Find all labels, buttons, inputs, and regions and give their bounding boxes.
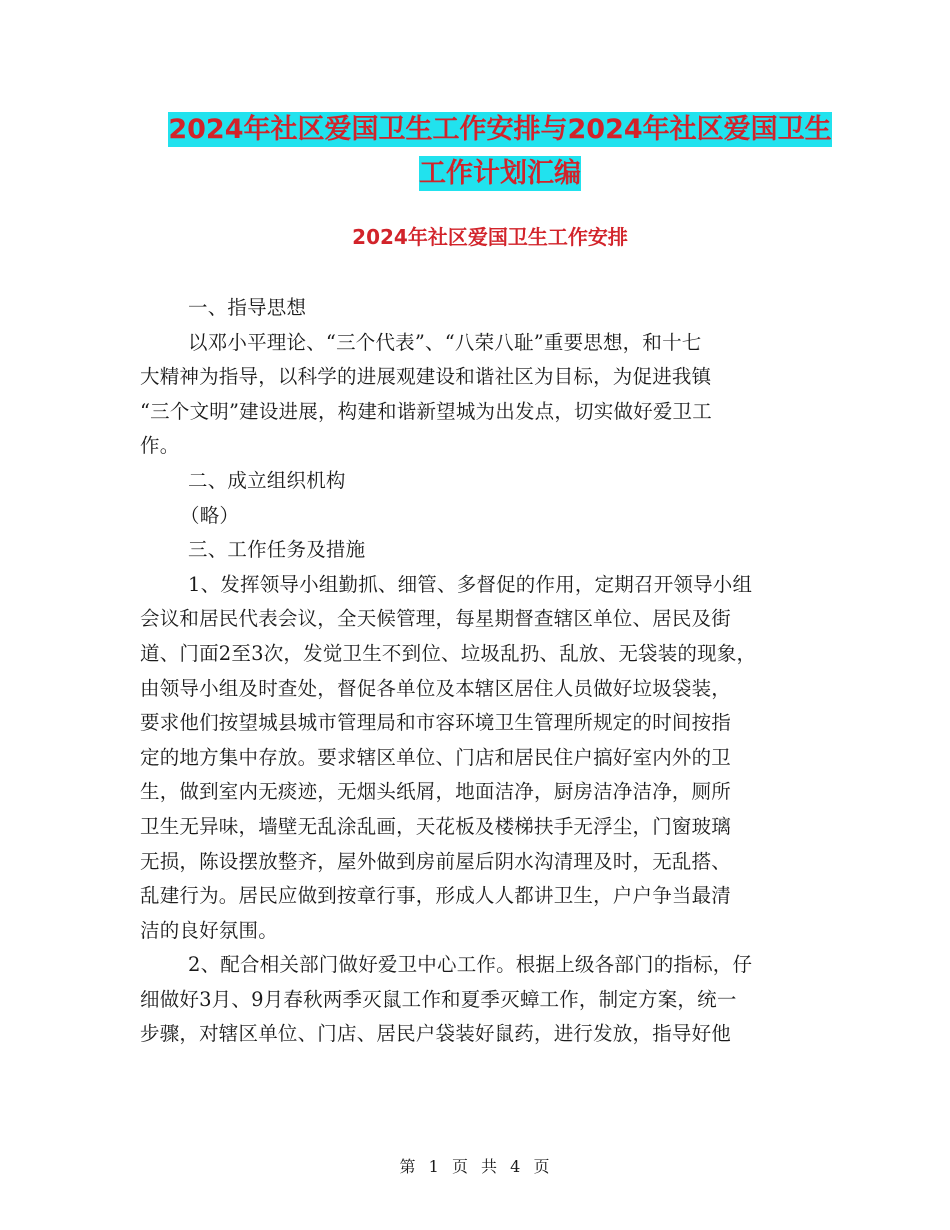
document-title-line2: 工作计划汇编 <box>419 158 581 189</box>
paragraph-line: 作。 <box>140 434 180 458</box>
paragraph-line: 步骤，对辖区单位、门店、居民户袋装好鼠药，进行发放，指导好他 <box>140 1022 732 1046</box>
paragraph-line: 大精神为指导，以科学的进展观建设和谐社区为目标，为促进我镇 <box>140 365 712 389</box>
paragraph-line: 道、门面2至3次，发觉卫生不到位、垃圾乱扔、乱放、无袋装的现象， <box>140 641 757 665</box>
heading-guiding-ideology: 一、指导思想 <box>188 296 307 319</box>
paragraph-line: 细做好3月、9月春秋两季灭鼠工作和夏季灭蟑工作，制定方案，统一 <box>140 987 737 1011</box>
paragraph-line: 由领导小组及时查处，督促各单位及本辖区居住人员做好垃圾袋装， <box>140 676 732 700</box>
heading-organization: 二、成立组织机构 <box>188 468 346 492</box>
page-footer <box>0 1154 950 1177</box>
paragraph-line: “三个文明”建设进展，构建和谐新望城为出发点，切实做好爱卫工 <box>140 399 712 423</box>
paragraph-line: 生，做到室内无痰迹，无烟头纸屑，地面洁净，厨房洁净洁净，厕所 <box>140 780 732 804</box>
paragraph-line: （略） <box>180 503 240 527</box>
paragraph-line: 洁的良好氛围。 <box>140 918 278 942</box>
paragraph-line: 2、配合相关部门做好爱卫中心工作。根据上级各部门的指标，仔 <box>188 953 753 977</box>
paragraph-line: 以邓小平理论、“三个代表”、“八荣八耻”重要思想，和十七 <box>188 330 702 354</box>
footer-total-unit: 页 <box>533 1157 551 1176</box>
footer-page-number: 1 <box>428 1157 440 1176</box>
paragraph-line: 乱建行为。居民应做到按章行事，形成人人都讲卫生，户户争当最清 <box>140 884 732 908</box>
footer-page-unit: 页 <box>451 1157 469 1176</box>
paragraph-line: 1、发挥领导小组勤抓、细管、多督促的作用，定期召开领导小组 <box>188 572 753 596</box>
paragraph-line: 定的地方集中存放。要求辖区单位、门店和居民住户搞好室内外的卫 <box>140 745 732 769</box>
paragraph-line: 要求他们按望城县城市管理局和市容环境卫生管理所规定的时间按指 <box>140 711 732 735</box>
heading-tasks: 三、工作任务及措施 <box>188 538 366 562</box>
document-title <box>140 108 860 196</box>
paragraph-line: 会议和居民代表会议，全天候管理，每星期督查辖区单位、居民及街 <box>140 607 732 631</box>
footer-page-label: 第 <box>399 1157 417 1176</box>
footer-total-label: 共 <box>481 1157 499 1176</box>
document-body <box>140 291 830 1052</box>
footer-total-number: 4 <box>510 1157 522 1176</box>
paragraph-line: 无损，陈设摆放整齐，屋外做到房前屋后阴水沟清理及时，无乱搭、 <box>140 849 732 873</box>
paragraph-line: 卫生无异味，墙壁无乱涂乱画，天花板及楼梯扶手无浮尘，门窗玻璃 <box>140 814 732 838</box>
document-title-line1: 2024年社区爱国卫生工作安排与2024年社区爱国卫生 <box>168 114 832 145</box>
section-title: 2024年社区爱国卫生工作安排 <box>352 225 628 249</box>
